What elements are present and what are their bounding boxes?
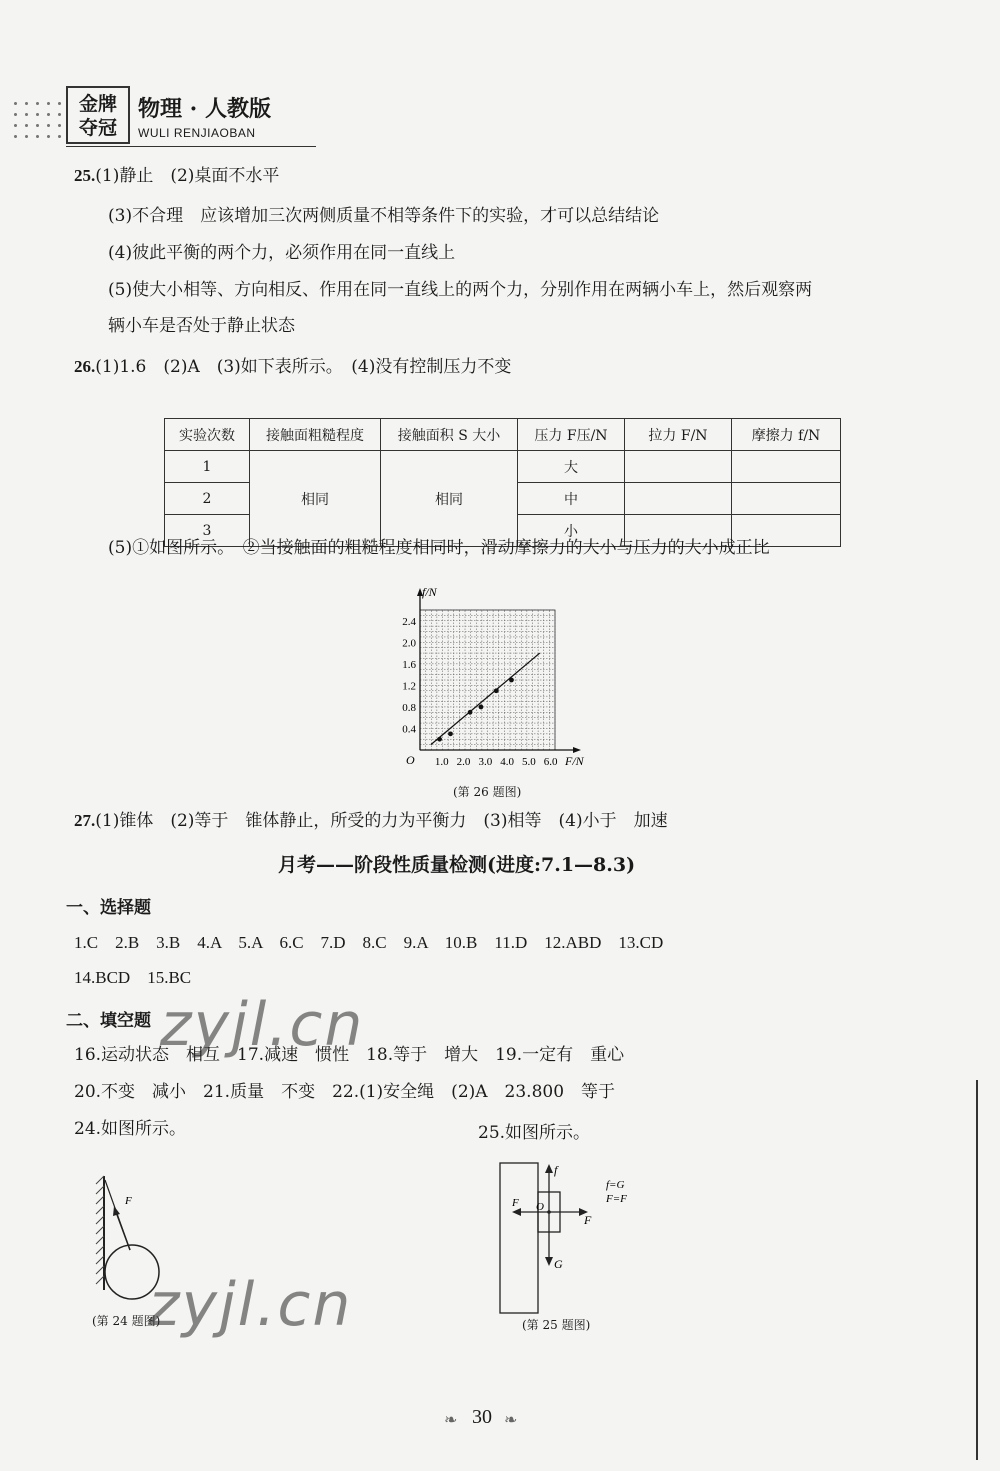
fit-line [431, 653, 540, 745]
fig25-f-push-label: F [584, 1213, 592, 1227]
x-tick-label: 2.0 [456, 756, 471, 768]
brand-logo [66, 86, 130, 144]
choice-line-2: 14.BCD 15.BC [74, 968, 192, 987]
q27-line-1 [74, 810, 668, 832]
right-edge-rule [976, 1080, 978, 1460]
fill-line-1: 16.运动状态 相互 17.减速 惯性 18.等于 增大 19.一定有 重心 [74, 1045, 625, 1065]
y-tick-label: 1.2 [402, 680, 416, 693]
x-tick-label: 5.0 [521, 756, 536, 768]
wall-hatch [96, 1176, 104, 1284]
q26-line-1 [74, 356, 511, 378]
book-subtitle: WULI RENJIAOBAN [138, 126, 256, 140]
book-title: 物理 · 人教版 [138, 96, 271, 122]
wall-block [500, 1163, 538, 1313]
fig25-g-label: G [554, 1257, 563, 1271]
table-header-row [165, 419, 841, 451]
data-point [509, 678, 514, 683]
y-tick-label: 0.4 [402, 723, 416, 736]
q25-number: 25. [74, 166, 96, 185]
data-point [494, 688, 499, 693]
force-arrow [116, 1212, 130, 1250]
q25-line-5: 辆小车是否处于静止状态 [108, 316, 295, 336]
force-arrowhead [113, 1206, 120, 1216]
header-dot-pattern [10, 98, 66, 140]
data-point [437, 737, 442, 742]
q27-text-1: (1)锥体 (2)等于 锥体静止，所受的力为平衡力 (3)相等 (4)小于 加速 [95, 811, 668, 831]
pressure-cell: 小 [518, 515, 625, 547]
fig25-eq-2: F=F [606, 1193, 627, 1205]
gravity-arrowhead [545, 1257, 553, 1266]
th-roughness: 接触面粗糙程度 [250, 419, 381, 451]
q25-prompt: 25.如图所示。 [478, 1123, 591, 1143]
fig25-f-label: f [554, 1163, 558, 1177]
watermark-1: zyjl.cn [160, 990, 365, 1060]
trial-cell: 1 [165, 451, 250, 483]
fig24-caption: (第 24 题图) [92, 1314, 161, 1328]
pressure-cell: 大 [518, 451, 625, 483]
fig25-o-label: O [536, 1201, 544, 1213]
fig25-diagram [498, 1160, 698, 1320]
q27-number: 27. [74, 811, 96, 830]
q26-line-2: (5)①如图所示。 ②当接触面的粗糙程度相同时，滑动摩擦力的大小与压力的大小成正比 [108, 538, 770, 558]
roughness-cell: 相同 [250, 451, 381, 547]
data-point [479, 705, 484, 710]
th-pressure: 压力 F压/N [518, 419, 625, 451]
x-tick-label: 6.0 [543, 756, 558, 768]
section-title: 月考——阶段性质量检测(进度:7.1—8.3) [278, 854, 636, 876]
experiment-table [164, 418, 841, 547]
friction-pressure-chart [380, 578, 620, 778]
q26-text-1: (1)1.6 (2)A (3)如下表所示。 (4)没有控制压力不变 [95, 357, 512, 377]
y-tick-label: 0.8 [402, 701, 416, 714]
q25-line-1 [74, 165, 279, 187]
origin-label: O [406, 753, 415, 767]
page-number: 30 [472, 1406, 492, 1428]
y-axis-label: f/N [422, 585, 437, 599]
th-friction: 摩擦力 f/N [732, 419, 841, 451]
fig25-fn-label: F [512, 1197, 519, 1209]
y-tick-label: 1.6 [402, 658, 416, 671]
pressure-cell: 中 [518, 483, 625, 515]
x-axis-arrowhead [573, 747, 581, 753]
center-point [547, 1210, 551, 1214]
fig25-caption: (第 25 题图) [522, 1318, 591, 1332]
trial-cell: 3 [165, 515, 250, 547]
leaf-left-icon: ❧ [444, 1410, 458, 1429]
leaf-right-icon: ❧ [504, 1410, 518, 1429]
x-tick-label: 1.0 [434, 756, 449, 768]
q25-line-3: (4)彼此平衡的两个力，必须作用在同一直线上 [108, 243, 456, 263]
x-tick-label: 4.0 [500, 756, 514, 768]
fill-line-2: 20.不变 减小 21.质量 不变 22.(1)安全绳 (2)A 23.800 等于 [74, 1082, 616, 1102]
q25-line-2: (3)不合理 应该增加三次两侧质量不相等条件下的实验，才可以总结结论 [108, 206, 660, 226]
logo-line-2: 夺冠 [78, 117, 117, 139]
y-tick-label: 2.0 [402, 637, 416, 650]
choice-line-1: 1.C 2.B 3.B 4.A 5.A 6.C 7.D 8.C 9.A 10.B 11.D 12.ABD 13.CD [74, 933, 664, 952]
y-tick-label: 2.4 [402, 615, 416, 628]
pull-cell [625, 483, 732, 515]
x-axis-label: F/N [565, 754, 584, 768]
data-point [448, 731, 453, 736]
choice-heading: 一、选择题 [66, 898, 151, 918]
logo-line-1: 金牌 [78, 93, 117, 115]
q24-prompt: 24.如图所示。 [74, 1119, 187, 1139]
normal-arrowhead [512, 1208, 521, 1216]
q25-line-4: (5)使大小相等、方向相反、作用在同一直线上的两个力，分别作用在两辆小车上，然后观察两 [108, 280, 813, 300]
fill-heading: 二、填空题 [66, 1011, 151, 1031]
fig26-caption: (第 26 题图) [453, 785, 522, 799]
friction-cell [732, 451, 841, 483]
friction-cell [732, 483, 841, 515]
x-tick-label: 3.0 [478, 756, 493, 768]
fig24-force-label: F [125, 1195, 132, 1207]
th-trial: 实验次数 [165, 419, 250, 451]
q25-text-1: (1)静止 (2)桌面不水平 [95, 166, 280, 186]
header-rule [66, 146, 316, 147]
friction-arrowhead [545, 1164, 553, 1173]
th-area: 接触面积 S 大小 [381, 419, 518, 451]
table-row [165, 451, 841, 483]
trial-cell: 2 [165, 483, 250, 515]
fig25-eq-1: f=G [606, 1179, 625, 1191]
th-pull: 拉力 F/N [625, 419, 732, 451]
watermark-2: zyjl.cn [148, 1270, 353, 1340]
area-cell: 相同 [381, 451, 518, 547]
q26-number: 26. [74, 357, 96, 376]
pull-cell [625, 451, 732, 483]
data-point [468, 710, 473, 715]
